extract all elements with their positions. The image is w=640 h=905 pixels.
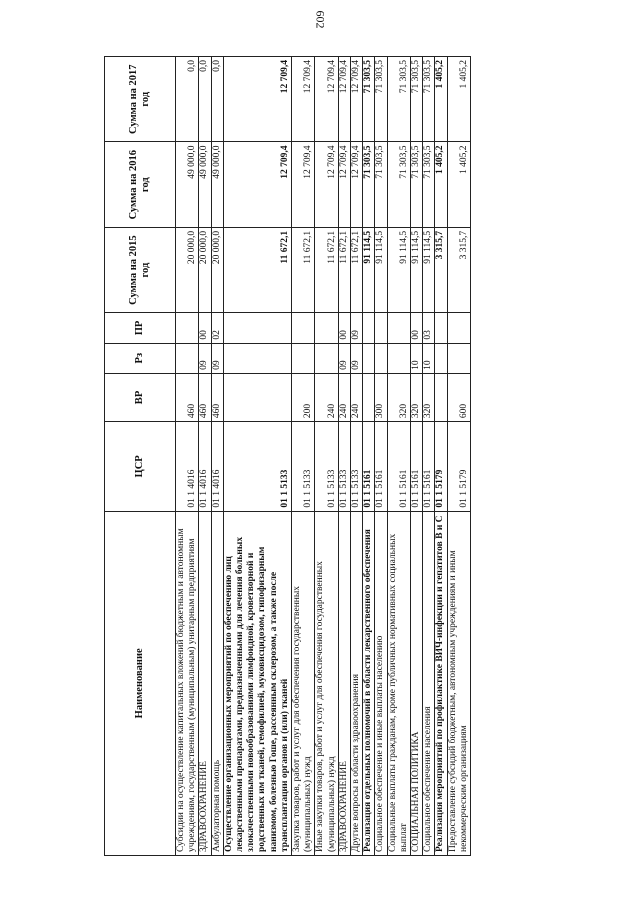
cell-pr: 00 — [199, 313, 211, 343]
cell-sum-2015: 11 672,1 — [223, 227, 291, 312]
cell-sum-2017: 12 709,4 — [351, 57, 363, 142]
cell-name: Реализация отдельных полномочий в области лекарственного обеспечения — [363, 511, 375, 855]
table-row — [315, 57, 338, 856]
cell-name: Социальное обеспечение населения — [423, 511, 435, 855]
cell-name: Амбулаторная помощь — [211, 511, 223, 855]
cell-sum-2016: 12 709,4 — [351, 142, 363, 227]
cell-csr: 01 1 4016 — [199, 422, 211, 512]
cell-name: ЗДРАВООХРАНЕНИЕ — [199, 511, 211, 855]
cell-csr: 01 1 5161 — [363, 422, 375, 512]
cell-pr: 00 — [411, 313, 423, 343]
cell-sum-2017: 1 405,2 — [447, 57, 470, 142]
cell-pr — [387, 313, 410, 343]
budget-table-container — [104, 56, 571, 856]
cell-sum-2016: 71 303,5 — [363, 142, 375, 227]
table-row — [211, 57, 223, 856]
cell-sum-2017: 0,0 — [199, 57, 211, 142]
cell-csr: 01 1 5133 — [315, 422, 338, 512]
cell-name: Предоставление субсидий бюджетным, автономным учреждениям и иным некоммерческим организациям — [447, 511, 470, 855]
cell-vr: 320 — [411, 373, 423, 421]
cell-csr: 01 1 5133 — [338, 422, 350, 512]
cell-sum-2016: 1 405,2 — [435, 142, 447, 227]
cell-sum-2016: 12 709,4 — [315, 142, 338, 227]
cell-vr: 200 — [292, 373, 315, 421]
cell-name: ЗДРАВООХРАНЕНИЕ — [338, 511, 350, 855]
cell-vr — [363, 373, 375, 421]
cell-vr: 300 — [375, 373, 387, 421]
cell-sum-2015: 11 672,1 — [351, 227, 363, 312]
table-row — [176, 57, 199, 856]
cell-sum-2017: 12 709,4 — [292, 57, 315, 142]
cell-vr — [223, 373, 291, 421]
cell-pr: 02 — [211, 313, 223, 343]
cell-sum-2017: 1 405,2 — [435, 57, 447, 142]
table-row — [199, 57, 211, 856]
cell-vr: 600 — [447, 373, 470, 421]
cell-sum-2017: 12 709,4 — [338, 57, 350, 142]
cell-sum-2016: 71 303,5 — [375, 142, 387, 227]
cell-sum-2017: 71 303,5 — [375, 57, 387, 142]
cell-name: Осуществление организационных мероприятий по обеспечению лиц лекарственными препаратами, предназначенными для лечения больных злокачественными новообразованиями лимфоидной, кроветворной и родственных им тканей, гемофилией, муковисцидозом, гипофизарным нанизмом, болезнью Гоше, рассеянным склерозом, а также после трансплантации органов и (или) тканей — [223, 511, 291, 855]
cell-vr: 240 — [315, 373, 338, 421]
cell-sum-2016: 1 405,2 — [447, 142, 470, 227]
cell-rz — [447, 343, 470, 373]
cell-sum-2017: 71 303,5 — [423, 57, 435, 142]
cell-name: Иные закупки товаров, работ и услуг для обеспечения государственных (муниципальных) нужд — [315, 511, 338, 855]
cell-vr: 460 — [199, 373, 211, 421]
cell-sum-2017: 71 303,5 — [411, 57, 423, 142]
table-row — [338, 57, 350, 856]
cell-sum-2015: 11 672,1 — [292, 227, 315, 312]
table-header-row — [105, 57, 176, 856]
cell-csr: 01 1 5161 — [411, 422, 423, 512]
table-row — [387, 57, 410, 856]
header-sum-2017: Сумма на 2017 год — [105, 57, 176, 142]
cell-vr: 240 — [338, 373, 350, 421]
cell-rz — [176, 343, 199, 373]
cell-rz — [375, 343, 387, 373]
cell-rz — [223, 343, 291, 373]
cell-vr: 240 — [351, 373, 363, 421]
cell-pr — [447, 313, 470, 343]
table-row — [351, 57, 363, 856]
cell-pr: 09 — [351, 313, 363, 343]
cell-sum-2017: 71 303,5 — [363, 57, 375, 142]
table-row — [223, 57, 291, 856]
cell-vr: 460 — [211, 373, 223, 421]
page-number: 602 — [313, 10, 328, 29]
cell-sum-2015: 20 000,0 — [176, 227, 199, 312]
table-row — [363, 57, 375, 856]
cell-sum-2015: 91 114,5 — [387, 227, 410, 312]
cell-csr: 01 1 5179 — [447, 422, 470, 512]
header-sum-2015: Сумма на 2015 год — [105, 227, 176, 312]
cell-name: СОЦИАЛЬНАЯ ПОЛИТИКА — [411, 511, 423, 855]
cell-pr — [375, 313, 387, 343]
header-csr: ЦСР — [105, 422, 176, 512]
cell-pr — [363, 313, 375, 343]
table-row — [375, 57, 387, 856]
cell-name: Социальные выплаты гражданам, кроме публичных нормативных социальных выплат — [387, 511, 410, 855]
cell-sum-2015: 11 672,1 — [338, 227, 350, 312]
cell-rz — [387, 343, 410, 373]
cell-csr: 01 1 5179 — [435, 422, 447, 512]
cell-pr — [435, 313, 447, 343]
table-row — [411, 57, 423, 856]
cell-sum-2015: 91 114,5 — [363, 227, 375, 312]
header-pr: ПР — [105, 313, 176, 343]
cell-rz: 09 — [338, 343, 350, 373]
cell-sum-2017: 0,0 — [176, 57, 199, 142]
cell-sum-2017: 0,0 — [211, 57, 223, 142]
cell-name: Другие вопросы в области здравоохранения — [351, 511, 363, 855]
cell-csr: 01 1 5161 — [387, 422, 410, 512]
cell-rz: 09 — [351, 343, 363, 373]
cell-csr: 01 1 4016 — [176, 422, 199, 512]
cell-sum-2017: 71 303,5 — [387, 57, 410, 142]
header-vr: ВР — [105, 373, 176, 421]
cell-sum-2016: 12 709,4 — [223, 142, 291, 227]
cell-vr: 320 — [423, 373, 435, 421]
cell-sum-2016: 49 000,0 — [199, 142, 211, 227]
cell-csr: 01 1 5133 — [351, 422, 363, 512]
cell-sum-2015: 20 000,0 — [199, 227, 211, 312]
cell-sum-2016: 12 709,4 — [292, 142, 315, 227]
cell-sum-2016: 71 303,5 — [411, 142, 423, 227]
cell-rz — [292, 343, 315, 373]
cell-csr: 01 1 5161 — [375, 422, 387, 512]
cell-pr — [223, 313, 291, 343]
cell-sum-2015: 3 315,7 — [435, 227, 447, 312]
cell-csr: 01 1 5161 — [423, 422, 435, 512]
cell-vr — [435, 373, 447, 421]
cell-name: Социальное обеспечение и иные выплаты населению — [375, 511, 387, 855]
cell-rz: 09 — [199, 343, 211, 373]
cell-rz — [435, 343, 447, 373]
cell-vr: 460 — [176, 373, 199, 421]
table-row — [435, 57, 447, 856]
cell-pr: 03 — [423, 313, 435, 343]
cell-sum-2015: 3 315,7 — [447, 227, 470, 312]
cell-csr: 01 1 5133 — [292, 422, 315, 512]
cell-name: Закупка товаров, работ и услуг для обеспечения государственных (муниципальных) нужд — [292, 511, 315, 855]
cell-rz — [363, 343, 375, 373]
header-name: Наименование — [105, 511, 176, 855]
cell-name: Реализация мероприятий по профилактике ВИЧ-инфекции и гепатитов B и C — [435, 511, 447, 855]
cell-sum-2016: 71 303,5 — [387, 142, 410, 227]
cell-sum-2016: 71 303,5 — [423, 142, 435, 227]
cell-vr: 320 — [387, 373, 410, 421]
cell-sum-2015: 91 114,5 — [411, 227, 423, 312]
cell-pr — [315, 313, 338, 343]
table-row — [423, 57, 435, 856]
cell-sum-2015: 91 114,5 — [423, 227, 435, 312]
cell-name: Субсидии на осуществление капитальных вложений бюджетным и автономным учреждениям, государственным (муниципальным) унитарным предприятиям — [176, 511, 199, 855]
cell-sum-2015: 20 000,0 — [211, 227, 223, 312]
budget-table — [104, 56, 471, 856]
cell-csr: 01 1 4016 — [211, 422, 223, 512]
cell-pr: 00 — [338, 313, 350, 343]
cell-sum-2015: 11 672,1 — [315, 227, 338, 312]
cell-sum-2016: 12 709,4 — [338, 142, 350, 227]
header-sum-2016: Сумма на 2016 год — [105, 142, 176, 227]
header-rz: Рз — [105, 343, 176, 373]
cell-rz: 10 — [411, 343, 423, 373]
cell-sum-2017: 12 709,4 — [315, 57, 338, 142]
cell-rz: 09 — [211, 343, 223, 373]
cell-rz — [315, 343, 338, 373]
cell-pr — [176, 313, 199, 343]
table-row — [447, 57, 470, 856]
cell-pr — [292, 313, 315, 343]
cell-sum-2016: 49 000,0 — [176, 142, 199, 227]
table-row — [292, 57, 315, 856]
cell-csr: 01 1 5133 — [223, 422, 291, 512]
cell-sum-2015: 91 114,5 — [375, 227, 387, 312]
cell-sum-2017: 12 709,4 — [223, 57, 291, 142]
cell-sum-2016: 49 000,0 — [211, 142, 223, 227]
cell-rz: 10 — [423, 343, 435, 373]
table-body — [176, 57, 471, 856]
